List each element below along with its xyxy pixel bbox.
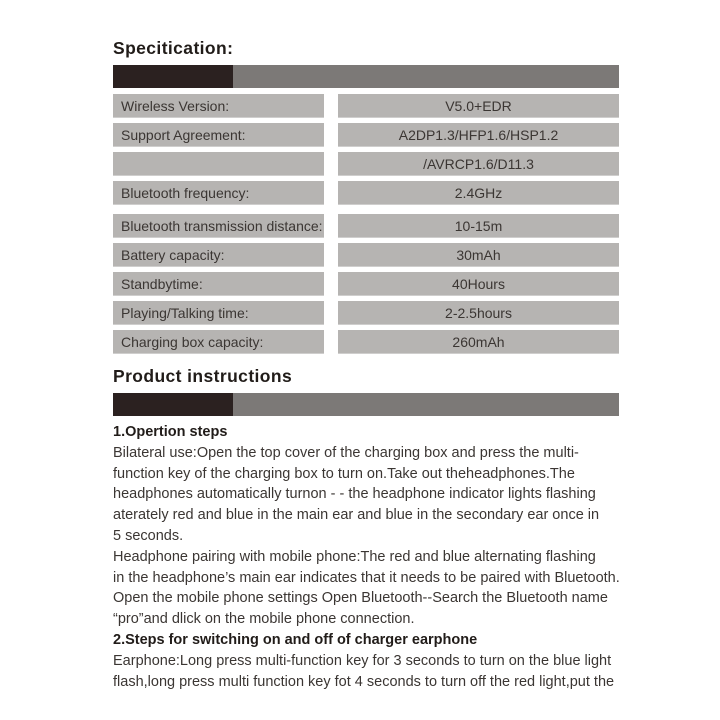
instruction-subheading: 1.Opertion steps [113, 424, 228, 440]
spec-value: V5.0+EDR [338, 94, 619, 118]
spec-label: Playing/Talking time: [113, 301, 324, 325]
specification-heading: Specitication: [113, 38, 234, 58]
spec-value: 2-2.5hours [338, 301, 619, 325]
table-row [113, 94, 619, 118]
spec-label: Charging box capacity: [113, 330, 324, 354]
table-row [113, 330, 619, 354]
instruction-line: Bilateral use:Open the top cover of the charging box and press the multi- [113, 444, 579, 461]
spec-value: 40Hours [338, 272, 619, 296]
instructions-text [113, 422, 641, 692]
table-row [113, 123, 619, 147]
instruction-line: headphones automatically turnon - - the headphone indicator lights flashing [113, 486, 596, 503]
table-row [113, 272, 619, 296]
table-row [113, 214, 619, 238]
spec-label: Bluetooth transmission distance: [113, 214, 324, 238]
instructions-divider-bar [113, 393, 619, 416]
instruction-line: aterately red and blue in the main ear and blue in the secondary ear once in [113, 507, 600, 524]
divider-dark-segment [113, 65, 233, 88]
spec-label: Bluetooth frequency: [113, 181, 324, 205]
table-row [113, 181, 619, 205]
spec-value: 30mAh [338, 243, 619, 267]
spec-value: /AVRCP1.6/D11.3 [338, 152, 619, 176]
specification-section [113, 38, 619, 354]
spec-label: Support Agreement: [113, 123, 324, 147]
instruction-line: “pro”and dlick on the mobile phone connection. [113, 611, 415, 628]
table-row [113, 243, 619, 267]
spec-value: 10-15m [338, 214, 619, 238]
spec-value: A2DP1.3/HFP1.6/HSP1.2 [338, 123, 619, 147]
divider-dark-segment [113, 393, 233, 416]
spec-value: 260mAh [338, 330, 619, 354]
spec-label: Battery capacity: [113, 243, 324, 267]
instruction-line: Open the mobile phone settings Open Bluetooth--Search the Bluetooth name [113, 590, 608, 607]
instruction-line: function key of the charging box to turn on.Take out theheadphones.The [113, 465, 575, 482]
spec-label: Standbytime: [113, 272, 324, 296]
instruction-line: flash,long press multi function key fot 4 seconds to turn off the red light,put the [113, 673, 615, 690]
table-row [113, 152, 619, 176]
instruction-line: Headphone pairing with mobile phone:The red and blue alternating flashing [113, 548, 596, 565]
instruction-line: Earphone:Long press multi-function key for 3 seconds to turn on the blue light [113, 652, 612, 669]
instructions-heading: Product instructions [113, 366, 293, 386]
spec-label: Wireless Version: [113, 94, 324, 118]
instruction-line: 5 seconds. [113, 527, 184, 544]
instruction-line: in the headphone’s main ear indicates that it needs to be paired with Bluetooth. [113, 569, 620, 586]
table-row [113, 301, 619, 325]
spec-value: 2.4GHz [338, 181, 619, 205]
spec-label-empty [113, 152, 324, 176]
specification-divider-bar [113, 65, 619, 88]
instruction-subheading: 2.Steps for switching on and off of charger earphone [113, 631, 478, 648]
instructions-section [113, 366, 641, 692]
specification-table [113, 94, 619, 354]
